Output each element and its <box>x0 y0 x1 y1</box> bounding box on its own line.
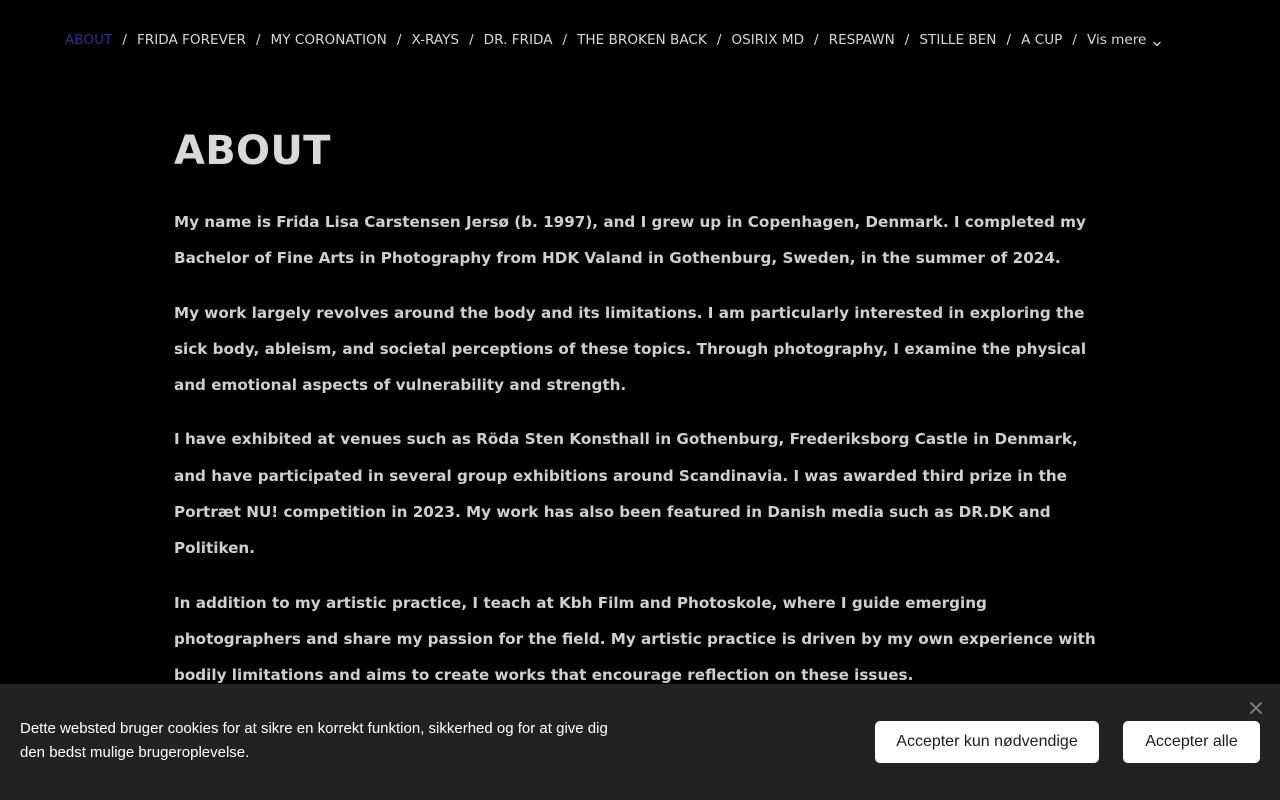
nav-more-label: Vis mere <box>1086 32 1147 48</box>
nav-item-osirix-md[interactable]: OSIRIX MD <box>731 32 805 48</box>
nav-item-stille-ben[interactable]: STILLE BEN <box>919 32 997 48</box>
nav-separator: / <box>814 32 819 48</box>
nav-bar <box>65 30 1242 50</box>
nav-item-frida-forever[interactable]: FRIDA FOREVER <box>136 32 246 48</box>
nav-item-my-coronation[interactable]: MY CORONATION <box>270 32 387 48</box>
nav-separator: / <box>255 32 261 48</box>
accept-all-button[interactable]: Accepter alle <box>1123 721 1260 763</box>
nav-separator: / <box>396 32 402 48</box>
about-paragraph: My work largely revolves around the body and its limitations. I am particularly interested in exploring the sick body, ableism, and societal perceptions of these topics. Through photography, I examine the physical and emotional aspects of vulnerability and strength. <box>174 303 1087 395</box>
nav-separator: / <box>122 32 127 48</box>
nav-item-about[interactable]: ABOUT <box>65 32 113 48</box>
about-paragraph: In addition to my artistic practice, I teach at Kbh Film and Photoskole, where I guide emerging photographers and share my passion for the field. My artistic practice is driven by my own experience with bodily limitations and aims to create works that encourage reflection on these issues. <box>174 593 1096 685</box>
nav-item-a-cup[interactable]: A CUP <box>1021 32 1063 48</box>
about-paragraph: My name is Frida Lisa Carstensen Jersø (b. 1997), and I grew up in Copenhagen, Denmark. I completed my Bachelor of Fine Arts in Photography from HDK Valand in Gothenburg, Sweden, in the summer of 2024. <box>174 213 1086 268</box>
accept-necessary-button[interactable]: Accepter kun nødvendige <box>875 721 1099 763</box>
nav-item-respawn[interactable]: RESPAWN <box>828 32 895 48</box>
cookie-banner <box>0 684 1280 800</box>
chevron-down-icon <box>1152 35 1162 45</box>
close-icon[interactable] <box>1248 700 1264 716</box>
nav-separator: / <box>716 32 722 48</box>
page-title: ABOUT <box>174 128 331 174</box>
about-paragraph: I have exhibited at venues such as Röda Sten Konsthall in Gothenburg, Frederiksborg Castle in Denmark, and have participated in several group exhibitions around Scandinavia. I was awarded third prize in the Portræt NU! competition in 2023. My work has also been featured in Danish media such as DR.DK and Politiken. <box>174 430 1078 558</box>
nav-separator: / <box>1006 32 1012 48</box>
nav-separator: / <box>1072 32 1077 48</box>
nav-item-dr-frida[interactable]: DR. FRIDA <box>483 32 553 48</box>
main-content <box>174 118 1109 694</box>
nav-item-the-broken-back[interactable]: THE BROKEN BACK <box>577 32 707 48</box>
nav-separator: / <box>469 32 474 48</box>
cookie-message: Dette websted bruger cookies for at sikre en korrekt funktion, sikkerhed og for at give dig den bedst mulige brugeroplevelse. <box>20 720 608 761</box>
nav-separator: / <box>904 32 910 48</box>
nav-item-x-rays[interactable]: X-RAYS <box>411 32 460 48</box>
main-navigation <box>0 0 1280 80</box>
nav-separator: / <box>562 32 568 48</box>
nav-more-menu[interactable] <box>1087 30 1162 50</box>
